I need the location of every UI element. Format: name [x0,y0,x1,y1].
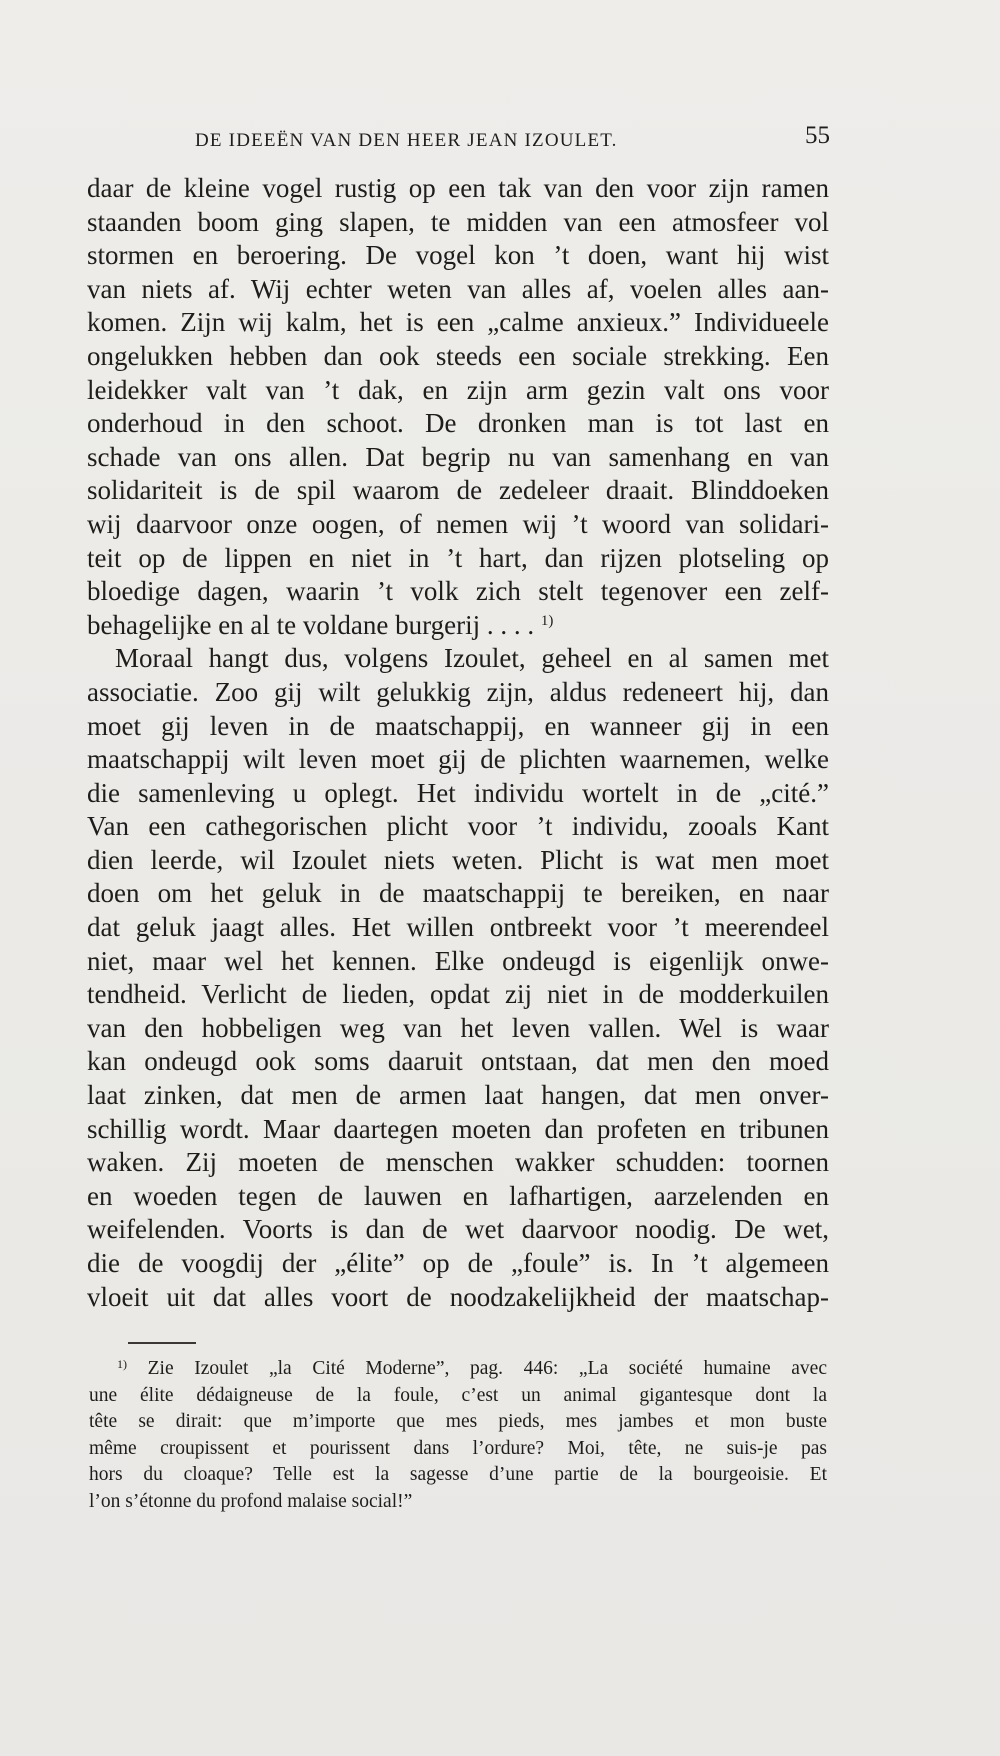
text-line-content: behagelijke en al te voldane burgerij . . . . [87,609,541,640]
footnote-line-content: Zie Izoulet „la Cité Moderne”, pag. 446: „La société humaine avec [127,1358,827,1379]
text-line-with-footnote-ref [87,609,829,643]
body-text [87,172,829,1314]
footnote-line [89,1356,827,1383]
text-line: en woeden tegen de lauwen en lafhartigen, aarzelenden en [87,1180,829,1211]
text-line: solidariteit is de spil waarom de zedeleer draait. Blinddoeken [87,475,829,506]
text-line: die samenleving u oplegt. Het individu wortelt in de „cité.” [87,777,829,808]
text-line: ongelukken hebben dan ook steeds een sociale strekking. Een [87,340,829,371]
text-line: teit op de lippen en niet in ’t hart, dan rijzen plotseling op [87,542,829,573]
text-line: wij daarvoor onze oogen, of nemen wij ’t woord van solidari- [87,508,829,539]
footnote-line: l’on s’étonne du profond malaise social!” [89,1490,413,1512]
text-line: Van een cathegorischen plicht voor ’t individu, zooals Kant [87,811,829,842]
text-line: onderhoud in den schoot. De dronken man is tot last en [87,408,829,439]
running-head: DE IDEEËN VAN DEN HEER JEAN IZOULET. [195,130,618,151]
text-line: weifelenden. Voorts is dan de wet daarvoor noodig. De wet, [87,1214,829,1245]
text-line: daar de kleine vogel rustig op een tak van den voor zijn ramen [87,173,829,203]
text-line: schillig wordt. Maar daartegen moeten dan profeten en tribunen [87,1113,829,1144]
text-line: Moraal hangt dus, volgens Izoulet, geheel en al samen met [115,643,829,674]
text-line: dat geluk jaagt alles. Het willen ontbreekt voor ’t meerendeel [87,912,829,943]
text-line: niet, maar wel het kennen. Elke ondeugd is eigenlijk onwe- [87,945,829,976]
text-line: tendheid. Verlicht de lieden, opdat zij niet in de modderkuilen [87,979,829,1010]
text-line: stormen en beroering. De vogel kon ’t doen, want hij wist [87,240,829,271]
footnote-divider [128,1342,196,1344]
text-line: leidekker valt van ’t dak, en zijn arm gezin valt ons voor [87,374,829,405]
text-line: waken. Zij moeten de menschen wakker schudden: toornen [87,1147,829,1178]
text-line: laat zinken, dat men de armen laat hangen, dat men onver- [87,1080,829,1111]
footnote-line: une élite dédaigneuse de la foule, c’est un animal gigantesque dont la [89,1384,827,1406]
page-number: 55 [805,122,830,149]
text-line: kan ondeugd ook soms daaruit ontstaan, dat men den moed [87,1046,829,1077]
footnote [89,1356,827,1515]
text-line: komen. Zijn wij kalm, het is een „calme anxieux.” Individueele [87,307,829,338]
footnote-line: tête se dirait: que m’importe que mes pieds, mes jambes et mon buste [89,1411,827,1432]
text-line: vloeit uit dat alles voort de noodzakelijkheid der maatschap- [87,1281,829,1312]
text-line: die de voogdij der „élite” op de „foule” is. In ’t algemeen [87,1248,829,1278]
text-line: moet gij leven in de maatschappij, en wanneer gij in een [87,710,829,741]
text-line: van niets af. Wij echter weten van alles af, voelen alles aan- [87,273,829,304]
text-line: bloedige dagen, waarin ’t volk zich stelt tegenover een zelf- [87,576,829,607]
footnote-reference: 1) [540,612,554,629]
text-line: staanden boom ging slapen, te midden van een atmosfeer vol [87,206,829,237]
text-line: doen om het geluk in de maatschappij te bereiken, en naar [87,878,829,909]
footnote-marker: 1) [117,1357,127,1371]
page-header [90,118,830,158]
text-line: dien leerde, wil Izoulet niets weten. Plicht is wat men moet [87,844,829,875]
text-line: van den hobbeligen weg van het leven vallen. Wel is waar [87,1012,829,1043]
text-line: maatschappij wilt leven moet gij de plichten waarnemen, welke [87,744,829,775]
footnote-line: hors du cloaque? Telle est la sagesse d’une partie de la bourgeoisie. Et [89,1464,827,1485]
footnote-line: même croupissent et pourissent dans l’ordure? Moi, tête, ne suis-je pas [89,1437,827,1459]
text-line: associatie. Zoo gij wilt gelukkig zijn, aldus redeneert hij, dan [87,676,829,707]
text-line: schade van ons allen. Dat begrip nu van samenhang en van [87,441,829,472]
